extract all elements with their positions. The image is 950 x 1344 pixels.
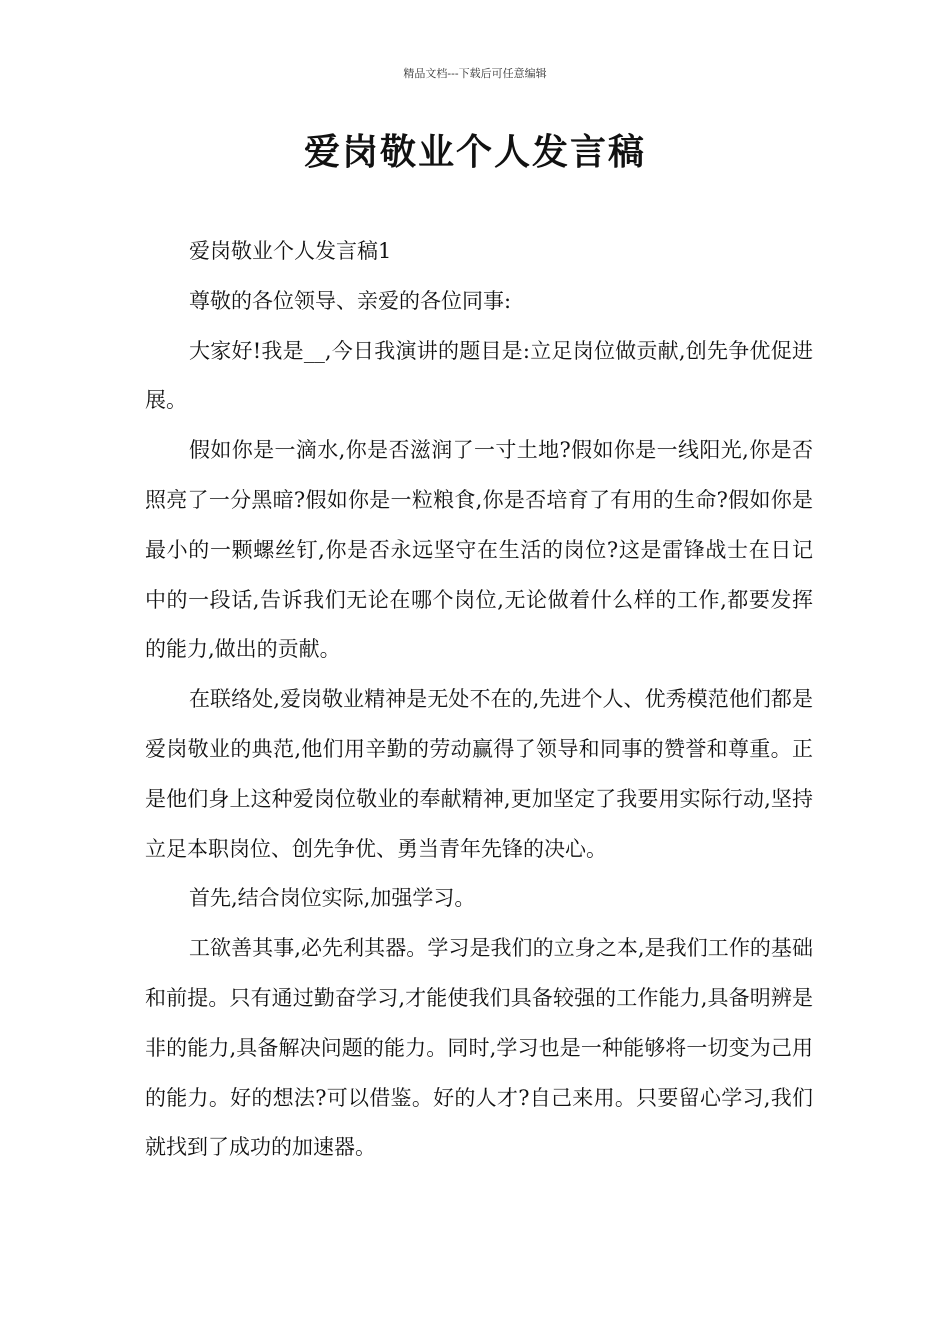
paragraph: 首先,结合岗位实际,加强学习。 bbox=[189, 886, 476, 911]
header-note: 精品文档---下载后可任意编辑 bbox=[403, 67, 547, 80]
paragraph: 在联络处,爱岗敬业精神是无处不在的,先进个人、优秀模范他们都是爱岗敬业的典范,他们用辛勤的劳动赢得了领导和同事的赞誉和尊重。正是他们身上这种爱岗位敬业的奉献精神,更加坚定了我要用实际行动,坚持立足本职岗位、创先争优、勇当青年先锋的决心。 bbox=[145, 687, 813, 861]
paragraph: 大家好!我是__,今日我演讲的题目是:立足岗位做贡献,创先争优促进展。 bbox=[145, 338, 813, 413]
paragraph: 尊敬的各位领导、亲爱的各位同事: bbox=[189, 288, 512, 313]
document-title: 爱岗敬业个人发言稿 bbox=[303, 131, 646, 173]
paragraph: 假如你是一滴水,你是否滋润了一寸土地?假如你是一线阳光,你是否照亮了一分黑暗?假如你是一粒粮食,你是否培育了有用的生命?假如你是最小的一颗螺丝钉,你是否永远坚守在生活的岗位?这是雷锋战士在日记中的一段话,告诉我们无论在哪个岗位,无论做着什么样的工作,都要发挥的能力,做出的贡献。 bbox=[145, 438, 813, 662]
paragraph: 爱岗敬业个人发言稿1 bbox=[189, 239, 392, 263]
paragraph: 工欲善其事,必先利其器。学习是我们的立身之本,是我们工作的基础和前提。只有通过勤奋学习,才能使我们具备较强的工作能力,具备明辨是非的能力,具备解决问题的能力。同时,学习也是一种能够将一切变为己用的能力。好的想法?可以借鉴。好的人才?自己来用。只要留心学习,我们就找到了成功的加速器。 bbox=[145, 936, 813, 1160]
document-body bbox=[145, 227, 813, 1173]
